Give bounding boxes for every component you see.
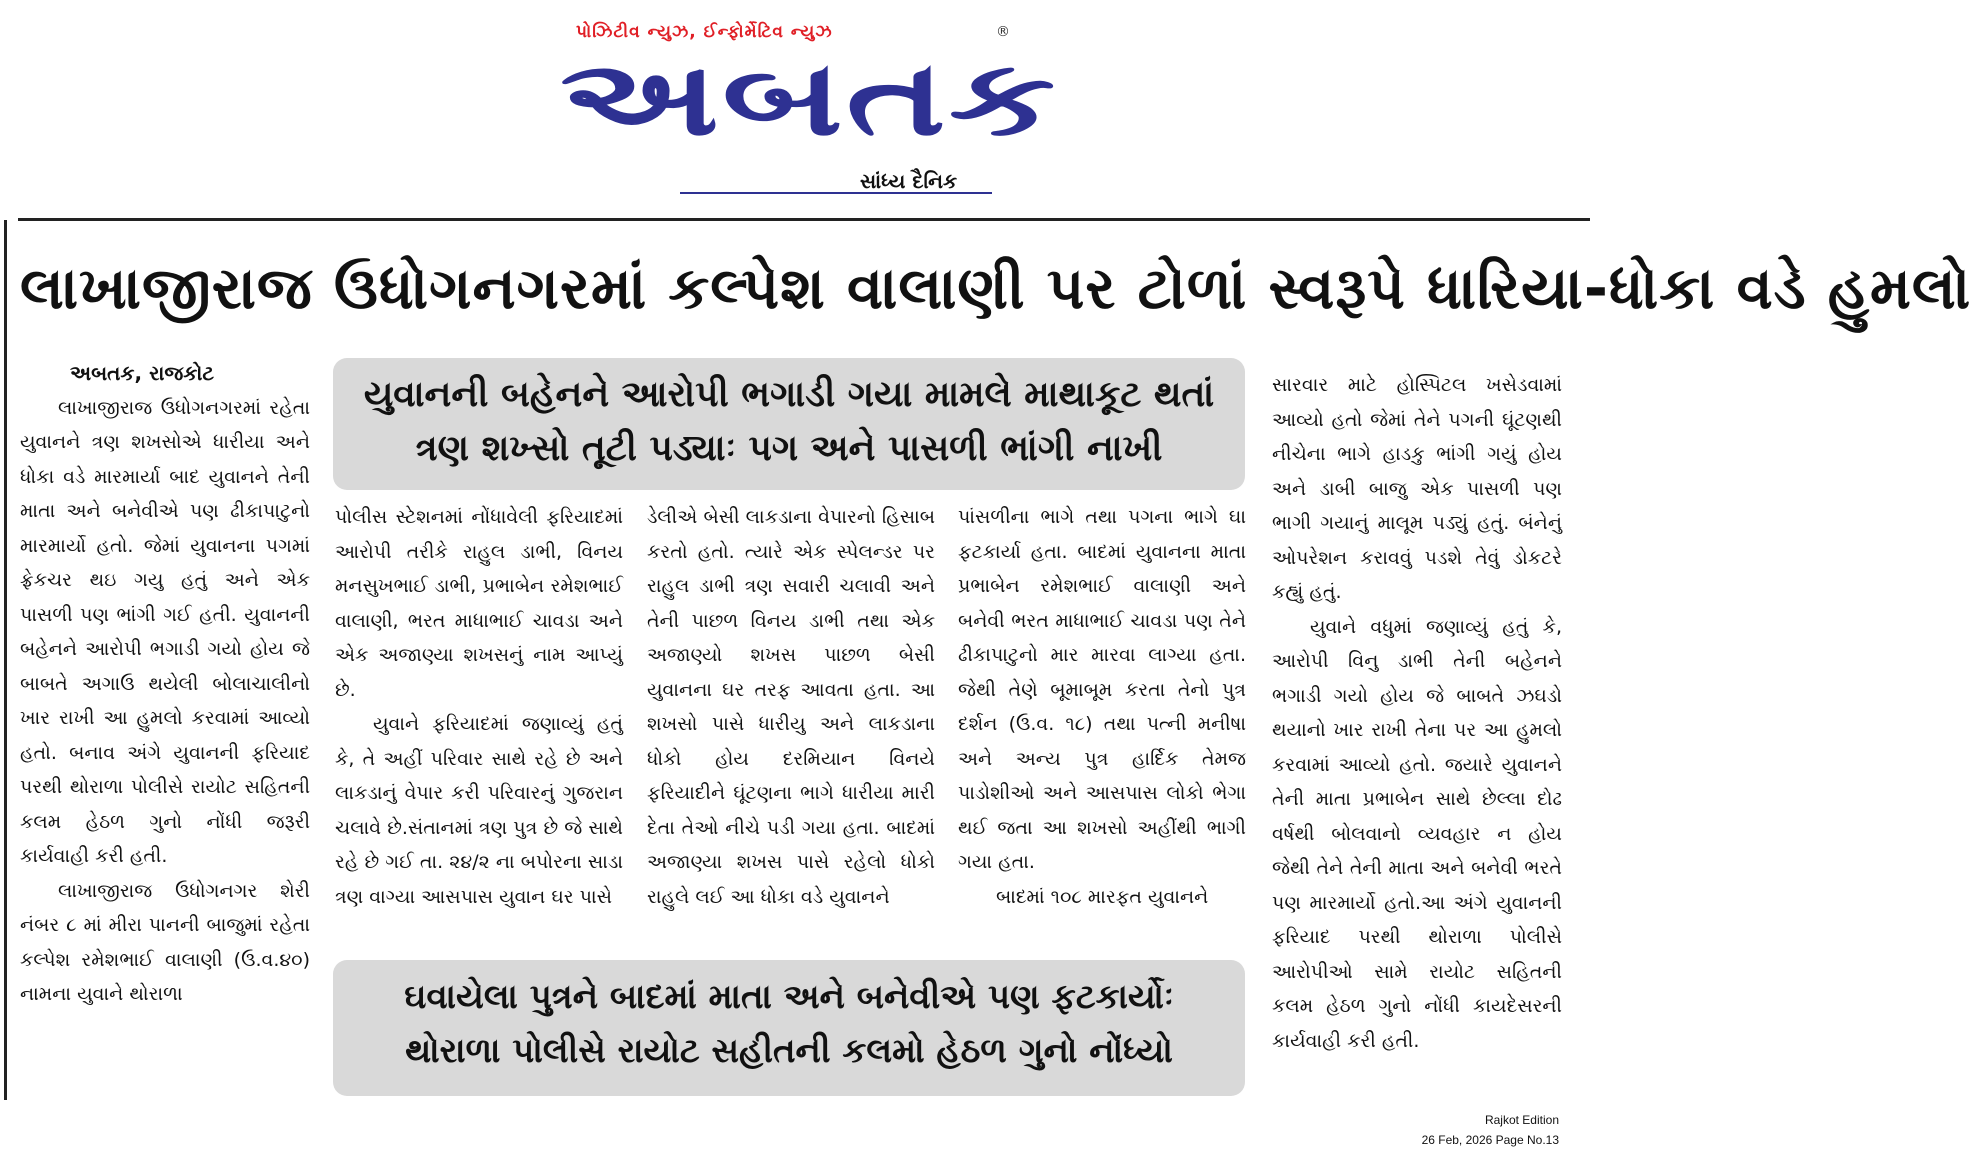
subheadline-bottom-line2: થોરાળા પોલીસે રાયોટ સહીતની કલમો હેઠળ ગુનો નોંધ્યો xyxy=(405,1031,1173,1071)
subheadline-bottom xyxy=(333,960,1245,1096)
masthead-tagline: પોઝિટીવ ન્યુઝ, ઈન્ફોર્મેટિવ ન્યુઝ xyxy=(576,22,833,42)
paragraph: બાદમાં ૧૦૮ મારફત યુવાનને xyxy=(996,885,1209,908)
paragraph: યુવાને વધુમાં જણાવ્યું હતું કે, આરોપી વિનુ ડાભી તેની બહેનને ભગાડી ગયો હોય જે બાબતે ઝઘડો થયાનો ખાર રાખી તેના પર આ હુમલો કરવામાં આવ્યો હતો. જયારે યુવાનને તેની માતા પ્રભાબેન સાથે છેલ્લા દોઢ વર્ષથી બોલવાનો વ્યવહાર ન હોય જેથી તેને તેની માતા અને બનેવી ભરતે પણ મારમાર્યો હતો.આ અંગે યુવાનની ફરિયાદ પરથી થોરાળા પોલીસે આરોપીઓ સામે રાયોટ સહિતની કલમ હેઠળ ગુનો નોંધી કાયદેસરની કાર્યવાહી કરી હતી. xyxy=(1272,615,1562,1052)
left-border xyxy=(4,220,7,1100)
article-column-1 xyxy=(20,356,310,1096)
article-column-5 xyxy=(1272,368,1562,1110)
subheadline-bottom-line1: ઘવાયેલા પુત્રને બાદમાં માતા અને બનેવીએ પણ ફટકાર્યોઃ xyxy=(404,977,1174,1017)
article-column-2 xyxy=(335,500,623,952)
main-headline: લાખાજીરાજ ઉધોગનગરમાં કલ્પેશ વાલાણી પર ટોળાં સ્વરૂપે ધારિયા-ધોકા વડે હુમલો xyxy=(20,254,1971,322)
paragraph: લાખાજીરાજ ઉધોગનગર શેરી નંબર ૮ માં મીરા પાનની બાજુમાં રહેતા કલ્પેશ રમેશભાઈ વાલાણી (ઉ.વ.૪૦) નામના યુવાને થોરાળા xyxy=(20,879,310,1005)
edition-name: Rajkot Edition xyxy=(1484,1113,1559,1127)
paragraph: પોલીસ સ્ટેશનમાં નોંધાવેલી ફરિયાદમાં આરોપી તરીકે રાહુલ ડાભી, વિનય મનસુખભાઈ ડાભી, પ્રભાબેન રમેશભાઈ વાલાણી, ભરત માધાભાઈ ચાવડા અને એક અજાણ્યા શખસનું નામ આપ્યું છે. xyxy=(335,506,623,701)
top-divider xyxy=(18,218,1590,221)
paragraph: લાખાજીરાજ ઉધોગનગરમાં રહેતા યુવાનને ત્રણ શખસોએ ધારીયા અને ધોકા વડે મારમાર્યા બાદ યુવાનને તેની માતા અને બનેવીએ પણ ઢીકાપાટુનો મારમાર્યો હતો. જેમાં યુવાનના પગમાં ફ્રેકચર થઇ ગયુ હતું અને એક પાસળી પણ ભાંગી ગઈ હતી. યુવાનની બહેનને આરોપી ભગાડી ગયો હોય જે બાબતે અગાઉ થયેલી બોલાચાલીનો ખાર રાખી આ હુમલો કરવામાં આવ્યો હતો. બનાવ અંગે યુવાનની ફરિયાદ પરથી થોરાળા પોલીસે રાયોટ સહિતની કલમ હેઠળ ગુનો નોંધી જરૂરી કાર્યવાહી કરી હતી. xyxy=(20,396,310,867)
masthead-subtitle: સાંધ્ય દૈનિક xyxy=(860,169,958,193)
edition-date-page: 26 Feb, 2026 Page No.13 xyxy=(1421,1133,1559,1147)
paragraph: યુવાને ફરિયાદમાં જણાવ્યું હતું કે, તે અહીં પરિવાર સાથે રહે છે અને લાકડાનું વેપાર કરી પરિવારનું ગુજરાન ચલાવે છે.સંતાનમાં ત્રણ પુત્ર છે જે સાથે રહે છે ગઈ તા. ૨૪/૨ ના બપોરના સાડા ત્રણ વાગ્યા આસપાસ યુવાન ઘર પાસે xyxy=(335,713,623,908)
article-column-4 xyxy=(958,500,1246,958)
newspaper-logo: અબતક xyxy=(560,37,1059,159)
paragraph: સારવાર માટે હોસ્પિટલ ખસેડવામાં આવ્યો હતો જેમાં તેને પગની ઘૂંટણથી નીચેના ભાગે હાડકુ ભાંગી ગયું હોય અને ડાબી બાજુ એક પાસળી પણ ભાગી ગયાનું માલૂમ પડ્યું હતું. બંનેનું ઓપરેશન કરાવવું પડશે તેવું ડોકટરે કહ્યું હતું. xyxy=(1272,374,1562,603)
paragraph: ડેલીએ બેસી લાકડાના વેપારનો હિસાબ કરતો હતો. ત્યારે એક સ્પેલન્ડર પર રાહુલ ડાભી ત્રણ સવારી ચલાવી અને તેની પાછળ વિનય ડાભી તથા એક અજાણ્યો શખસ પાછળ બેસી યુવાનના ઘર તરફ આવતા હતા. આ શખસો પાસે ધારીયુ અને લાકડાના ધોકો હોય દરમિયાન વિનયે ફરિયાદીને ઘૂંટણના ભાગે ધારીયા મારી દેતા તેઓ નીચે પડી ગયા હતા. બાદમાં અજાણ્યા શખસ પાસે રહેલો ધોકો રાહુલે લઈ આ ધોકા વડે યુવાનને xyxy=(647,506,935,908)
registered-mark: ® xyxy=(996,24,1010,40)
byline: અબતક, રાજકોટ xyxy=(70,361,215,385)
masthead xyxy=(560,14,1059,204)
subheadline-top xyxy=(333,358,1245,490)
subheadline-top-line2: ત્રણ શખ્સો તૂટી પડ્યાઃ પગ અને પાસળી ભાંગી નાખી xyxy=(415,428,1163,469)
paragraph: પાંસળીના ભાગે તથા પગના ભાગે ઘા ફટકાર્યા હતા. બાદમાં યુવાનના માતા પ્રભાબેન રમેશભાઈ વાલાણી અને બનેવી ભરત માધાભાઈ ચાવડા પણ તેને ઢીકાપાટુનો માર મારવા લાગ્યા હતા. જેથી તેણે બૂમાબૂમ કરતા તેનો પુત્ર દર્શન (ઉ.વ. ૧૮) તથા પત્ની મનીષા અને અન્ય પુત્ર હાર્દિક તેમજ પાડોશીઓ અને આસપાસ લોકો ભેગા થઈ જતા આ શખસો અહીંથી ભાગી ગયા હતા. xyxy=(958,506,1246,873)
edition-info xyxy=(1422,1110,1559,1150)
article-column-3 xyxy=(647,500,935,952)
subheadline-top-line1: યુવાનની બહેનને આરોપી ભગાડી ગયા મામલે માથાકૂટ થતાં xyxy=(363,374,1215,415)
